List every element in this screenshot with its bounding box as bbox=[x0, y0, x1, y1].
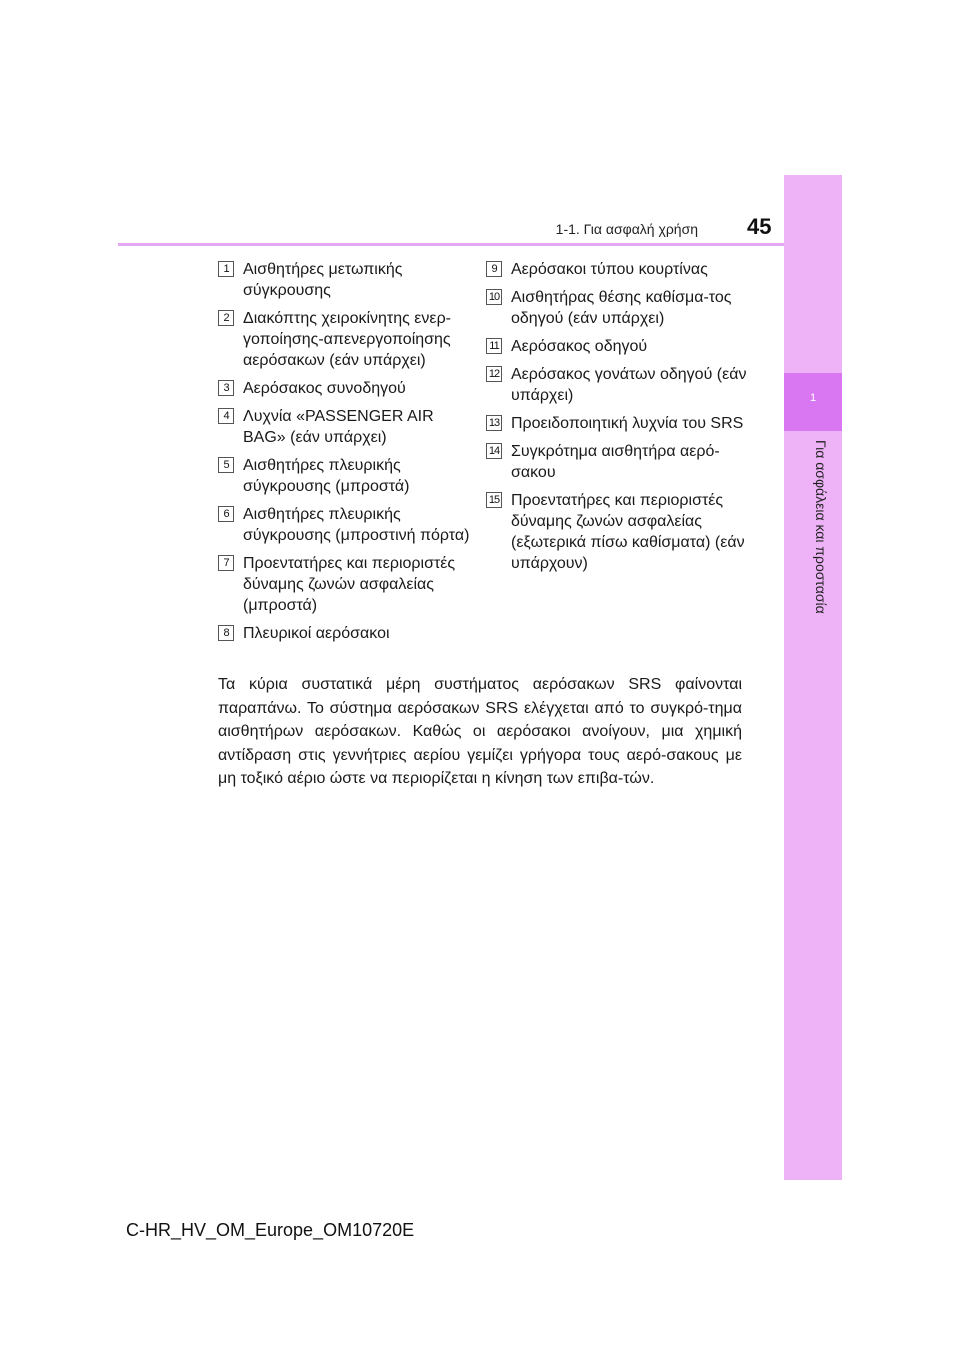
item-number-badge: 15 bbox=[486, 492, 502, 508]
list-item bbox=[218, 308, 473, 371]
item-text: Λυχνία «PASSENGER AIR BAG» (εάν υπάρχει) bbox=[243, 408, 434, 446]
item-number-badge: 11 bbox=[486, 338, 502, 354]
item-text: Αερόσακος γονάτων οδηγού (εάν υπάρχει) bbox=[511, 366, 747, 404]
chapter-side-strip bbox=[784, 175, 842, 1180]
item-text: Προειδοποιητική λυχνία του SRS bbox=[511, 415, 744, 432]
list-item bbox=[486, 287, 756, 329]
item-text: Αισθητήρες πλευρικής σύγκρουσης (μπροστινή πόρτα) bbox=[243, 506, 470, 544]
item-number-badge: 4 bbox=[218, 408, 234, 424]
item-text: Προεντατήρες και περιοριστές δύναμης ζωνών ασφαλείας (εξωτερικά πίσω καθίσματα) (εάν υπάρχουν) bbox=[511, 492, 745, 572]
parts-list-right bbox=[486, 259, 756, 581]
list-item bbox=[218, 504, 473, 546]
item-text: Αισθητήρες μετωπικής σύγκρουσης bbox=[243, 261, 403, 299]
parts-list-left bbox=[218, 259, 473, 651]
item-text: Αερόσακος συνοδηγού bbox=[243, 380, 406, 397]
item-number-badge: 12 bbox=[486, 366, 502, 382]
list-item bbox=[486, 259, 756, 280]
item-text: Αισθητήρας θέσης καθίσμα-τος οδηγού (εάν υπάρχει) bbox=[511, 289, 732, 327]
list-item bbox=[218, 406, 473, 448]
item-number-badge: 3 bbox=[218, 380, 234, 396]
list-item bbox=[486, 336, 756, 357]
item-text: Αερόσακοι τύπου κουρτίνας bbox=[511, 261, 708, 278]
list-item bbox=[218, 378, 473, 399]
page-number: 45 bbox=[747, 214, 772, 239]
list-item bbox=[486, 490, 756, 574]
list-item bbox=[218, 455, 473, 497]
chapter-number: 1 bbox=[809, 392, 817, 404]
item-text: Αερόσακος οδηγού bbox=[511, 338, 648, 355]
item-number-badge: 5 bbox=[218, 457, 234, 473]
item-number-badge: 7 bbox=[218, 555, 234, 571]
footer-document-code: C-HR_HV_OM_Europe_OM10720E bbox=[126, 1220, 415, 1240]
item-number-badge: 13 bbox=[486, 415, 502, 431]
chapter-title: Για ασφάλεια και προστασία bbox=[813, 440, 829, 614]
list-item bbox=[218, 553, 473, 616]
description-paragraph: Τα κύρια συστατικά μέρη συστήματος αερόσακων SRS φαίνονται παραπάνω. Το σύστημα αερόσακων SRS ελέγχεται από το συγκρό-τημα αισθητήρων αερόσακων. Καθώς οι αερόσακοι ανοίγουν, μια χημική αντίδραση στις γεννήτριες αερίου γεμίζει γρήγορα τους αερό-σακους με μη τοξικό αέριο ώστε να περιορίζεται η κίνηση των επιβα-τών. bbox=[218, 676, 742, 787]
item-number-badge: 10 bbox=[486, 289, 502, 305]
item-number-badge: 2 bbox=[218, 310, 234, 326]
item-number-badge: 14 bbox=[486, 443, 502, 459]
list-item bbox=[486, 364, 756, 406]
item-text: Προεντατήρες και περιοριστές δύναμης ζωνών ασφαλείας (μπροστά) bbox=[243, 555, 456, 614]
item-number-badge: 1 bbox=[218, 261, 234, 277]
item-number-badge: 6 bbox=[218, 506, 234, 522]
list-item bbox=[486, 441, 756, 483]
header-divider bbox=[118, 243, 784, 246]
section-title: 1-1. Για ασφαλή χρήση bbox=[555, 221, 698, 237]
item-text: Αισθητήρες πλευρικής σύγκρουσης (μπροστά) bbox=[243, 457, 410, 495]
list-item bbox=[218, 623, 473, 644]
item-text: Διακόπτης χειροκίνητης ενερ-γοποίησης-απενεργοποίησης αερόσακων (εάν υπάρχει) bbox=[243, 310, 451, 369]
list-item bbox=[486, 413, 756, 434]
item-text: Πλευρικοί αερόσακοι bbox=[243, 625, 390, 642]
item-number-badge: 8 bbox=[218, 625, 234, 641]
item-number-badge: 9 bbox=[486, 261, 502, 277]
list-item bbox=[218, 259, 473, 301]
item-text: Συγκρότημα αισθητήρα αερό-σακου bbox=[511, 443, 720, 481]
